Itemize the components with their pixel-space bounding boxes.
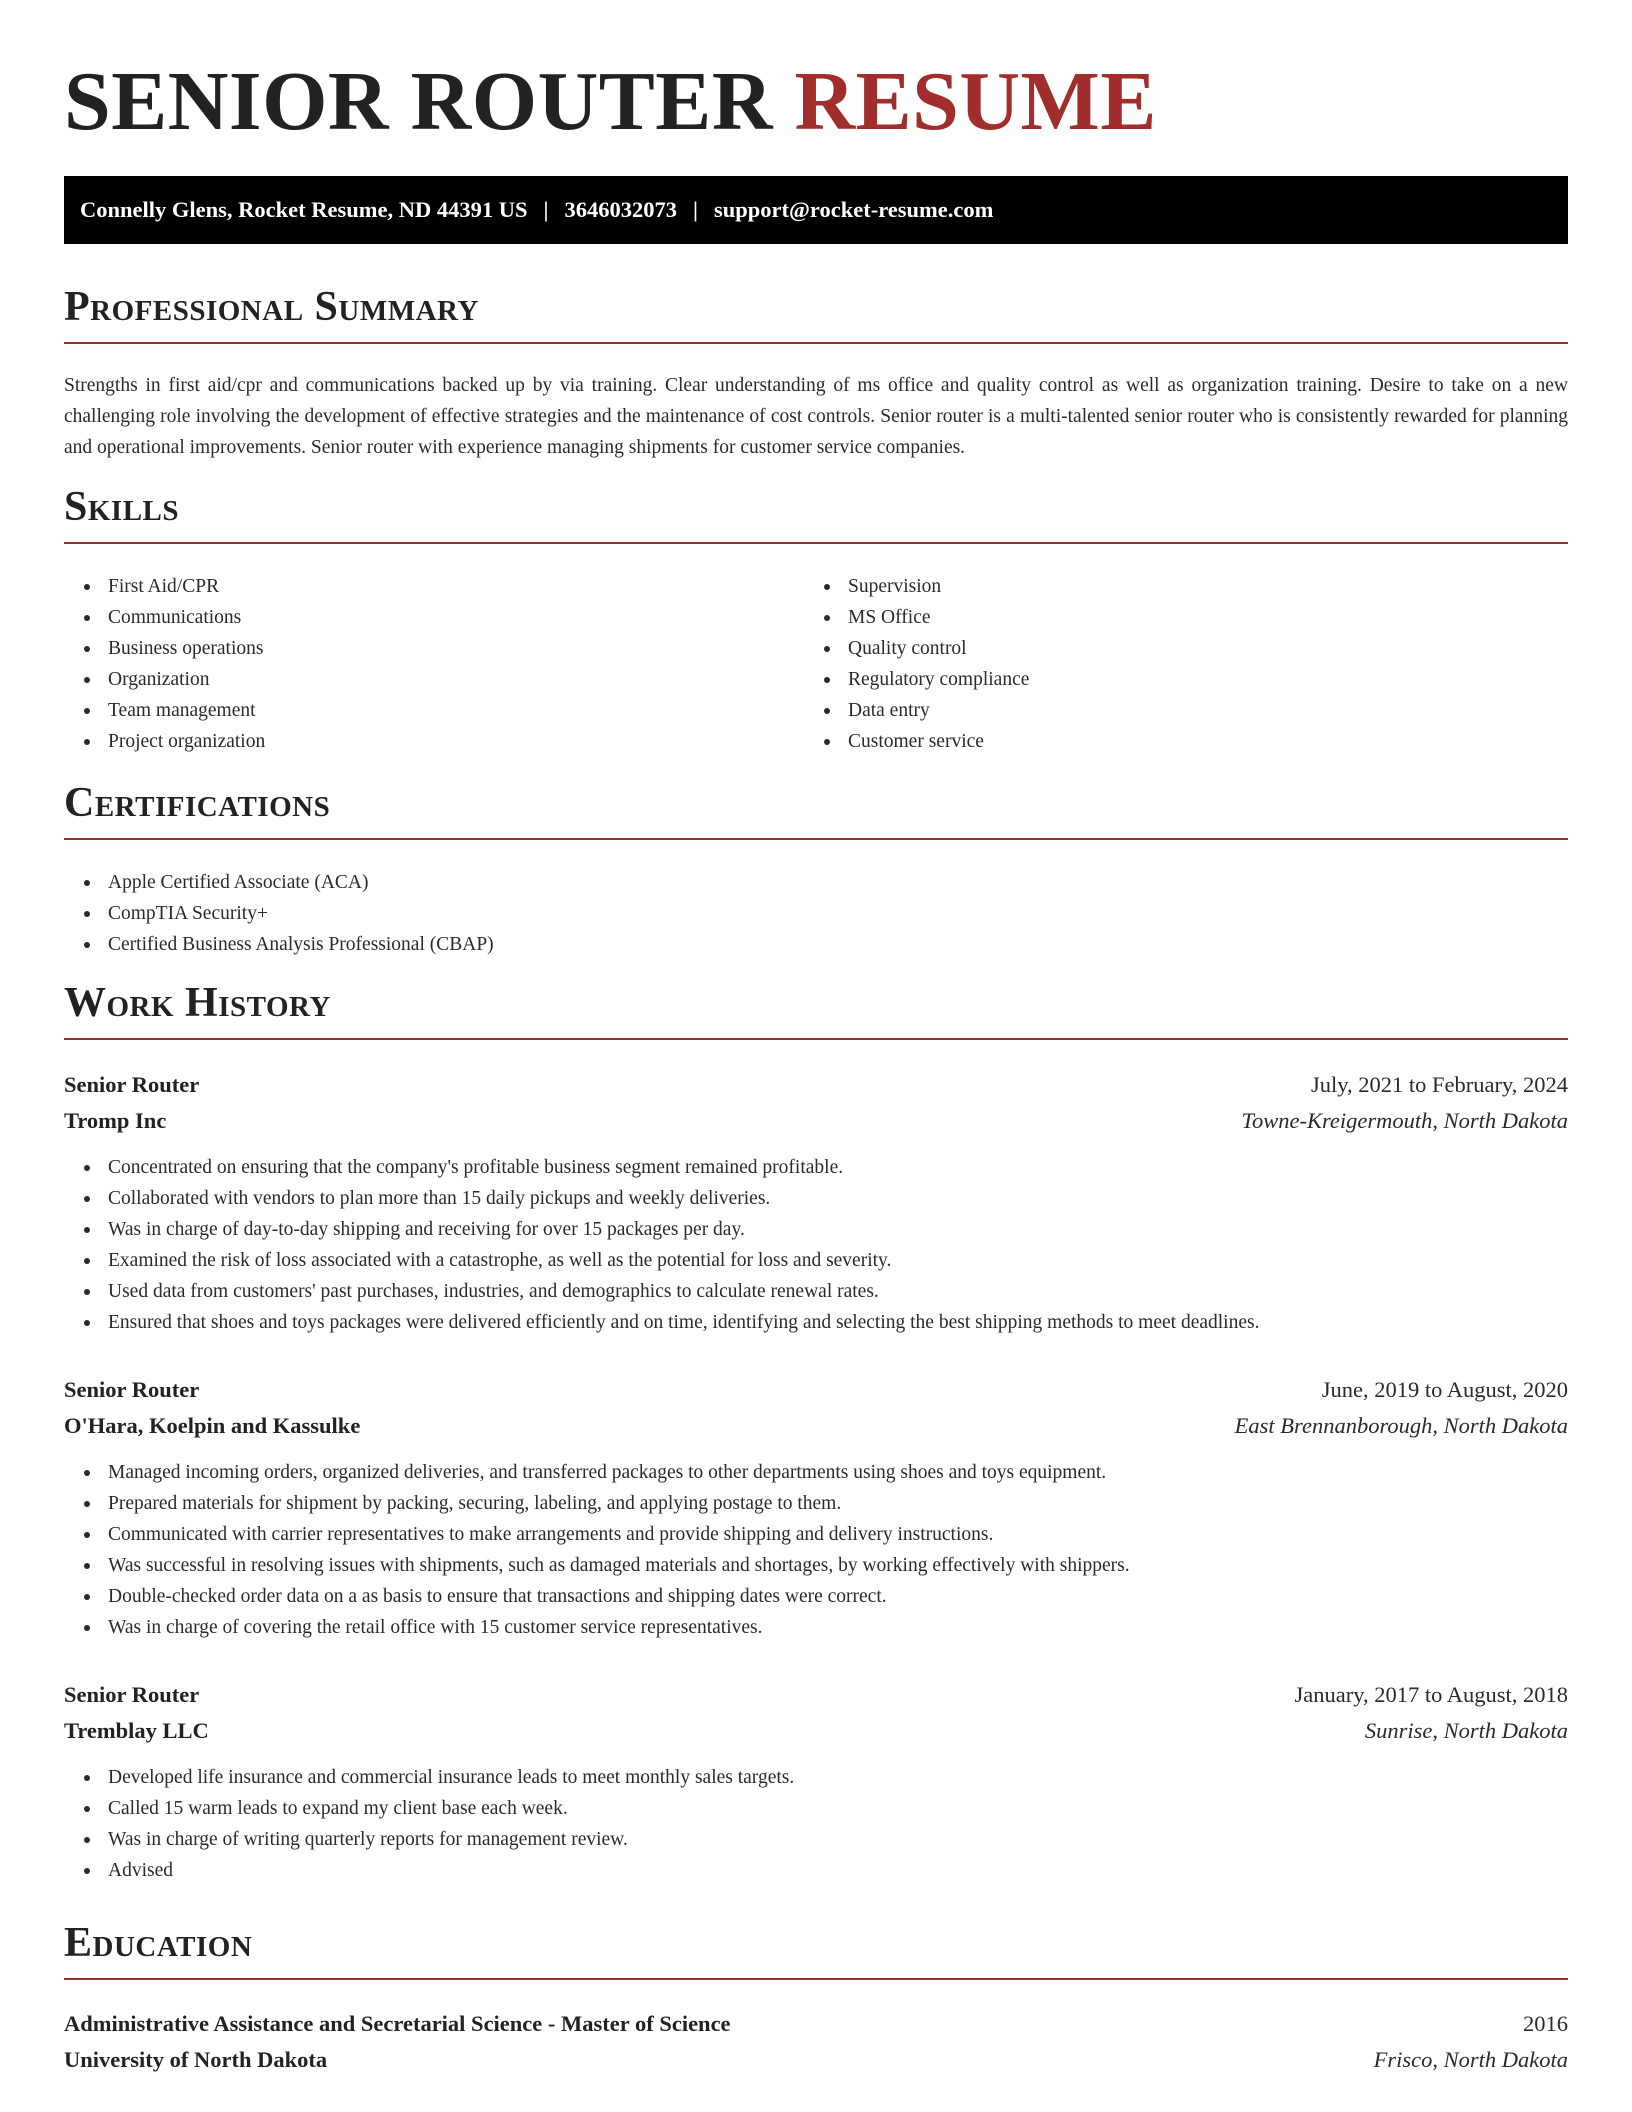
education-location: Frisco, North Dakota — [1373, 2047, 1568, 2072]
job-bullet: Developed life insurance and commercial insurance leads to meet monthly sales targets. — [64, 1762, 1568, 1793]
skill-item: First Aid/CPR — [64, 571, 764, 602]
job-bullet: Examined the risk of loss associated with a catastrophe, as well as the potential for loss and severity. — [64, 1245, 1568, 1276]
job-title-row — [64, 1067, 1568, 1103]
job-dates: January, 2017 to August, 2018 — [1294, 1682, 1568, 1707]
job-bullet: Concentrated on ensuring that the company's profitable business segment remained profitable. — [64, 1152, 1568, 1183]
skills-list-right — [804, 571, 1504, 757]
job-bullet: Was in charge of covering the retail office with 15 customer service representatives. — [64, 1612, 1568, 1643]
job-bullet: Double-checked order data on a as basis to ensure that transactions and shipping dates were correct. — [64, 1581, 1568, 1612]
job-title: Senior Router — [64, 1682, 200, 1707]
job-bullet: Communicated with carrier representatives to make arrangements and provide shipping and delivery instructions. — [64, 1519, 1568, 1550]
resume-name-heading — [64, 52, 1157, 152]
job-bullets — [64, 1457, 1568, 1643]
job-bullets — [64, 1762, 1568, 1886]
name-last: RESUME — [794, 55, 1157, 148]
job-company-row — [64, 1408, 1568, 1444]
contact-bar — [64, 176, 1568, 244]
contact-separator: | — [692, 197, 698, 222]
professional-summary: Strengths in first aid/cpr and communications backed up by via training. Clear understanding of ms office and quality control as well as organization training. Desire to take on a new challenging role involving the development of effective strategies and the maintenance of cost controls. Senior router is a multi-talented senior router who is consistently rewarded for planning and operational improvements. Senior router with experience managing shipments for customer service companies. — [64, 375, 1568, 458]
name-first: SENIOR ROUTER — [64, 55, 773, 148]
skill-item: MS Office — [804, 602, 1504, 633]
job-bullet: Called 15 warm leads to expand my client base each week. — [64, 1793, 1568, 1824]
education-year: 2016 — [1523, 2011, 1568, 2036]
job-dates: June, 2019 to August, 2020 — [1321, 1377, 1568, 1402]
job-title: Senior Router — [64, 1377, 200, 1402]
education-school: University of North Dakota — [64, 2047, 328, 2072]
skill-item: Organization — [64, 664, 764, 695]
skill-item: Project organization — [64, 726, 764, 757]
job-bullet: Prepared materials for shipment by packing, securing, labeling, and applying postage to them. — [64, 1488, 1568, 1519]
skill-item: Data entry — [804, 695, 1504, 726]
skill-item: Team management — [64, 695, 764, 726]
skill-item: Supervision — [804, 571, 1504, 602]
certification-item: CompTIA Security+ — [64, 898, 494, 929]
skill-item: Customer service — [804, 726, 1504, 757]
job-title-row — [64, 1677, 1568, 1713]
job-bullets — [64, 1152, 1568, 1338]
section-title-summary: Professional Summary — [64, 282, 1568, 344]
section-title-work-history: Work History — [64, 978, 1568, 1040]
job-bullet: Ensured that shoes and toys packages were delivered efficiently and on time, identifying and selecting the best shipping methods to meet deadlines. — [64, 1307, 1568, 1338]
job-company: Tromp Inc — [64, 1108, 167, 1133]
certifications-list — [64, 867, 494, 960]
education-degree-row — [64, 2006, 1568, 2042]
job-bullet: Was in charge of writing quarterly reports for management review. — [64, 1824, 1568, 1855]
job-company: O'Hara, Koelpin and Kassulke — [64, 1413, 361, 1438]
job-bullet: Collaborated with vendors to plan more than 15 daily pickups and weekly deliveries. — [64, 1183, 1568, 1214]
education-school-row — [64, 2042, 1568, 2078]
job-bullet: Was in charge of day-to-day shipping and receiving for over 15 packages per day. — [64, 1214, 1568, 1245]
job-bullet: Advised — [64, 1855, 1568, 1886]
job-bullet: Used data from customers' past purchases, industries, and demographics to calculate renewal rates. — [64, 1276, 1568, 1307]
section-title-certifications: Certifications — [64, 778, 1568, 840]
job-bullet: Was successful in resolving issues with shipments, such as damaged materials and shortages, by working effectively with shippers. — [64, 1550, 1568, 1581]
job-location: Towne-Kreigermouth, North Dakota — [1241, 1108, 1568, 1133]
contact-address: Connelly Glens, Rocket Resume, ND 44391 US — [80, 197, 528, 222]
job-dates: July, 2021 to February, 2024 — [1310, 1072, 1568, 1097]
skills-list-left — [64, 571, 764, 757]
section-title-skills: Skills — [64, 482, 1568, 544]
skill-item: Communications — [64, 602, 764, 633]
job-title: Senior Router — [64, 1072, 200, 1097]
job-company: Tremblay LLC — [64, 1718, 209, 1743]
job-bullet: Managed incoming orders, organized deliveries, and transferred packages to other departments using shoes and toys equipment. — [64, 1457, 1568, 1488]
job-company-row — [64, 1103, 1568, 1139]
skill-item: Regulatory compliance — [804, 664, 1504, 695]
job-title-row — [64, 1372, 1568, 1408]
education-degree: Administrative Assistance and Secretarial Science - Master of Science — [64, 2011, 731, 2036]
skill-item: Business operations — [64, 633, 764, 664]
section-title-education: Education — [64, 1918, 1568, 1980]
job-company-row — [64, 1713, 1568, 1749]
certification-item: Certified Business Analysis Professional (CBAP) — [64, 929, 494, 960]
skill-item: Quality control — [804, 633, 1504, 664]
job-location: Sunrise, North Dakota — [1364, 1718, 1568, 1743]
contact-phone: 3646032073 — [564, 197, 677, 222]
contact-email: support@rocket-resume.com — [713, 197, 994, 222]
contact-separator: | — [543, 197, 549, 222]
job-location: East Brennanborough, North Dakota — [1234, 1413, 1568, 1438]
certification-item: Apple Certified Associate (ACA) — [64, 867, 494, 898]
